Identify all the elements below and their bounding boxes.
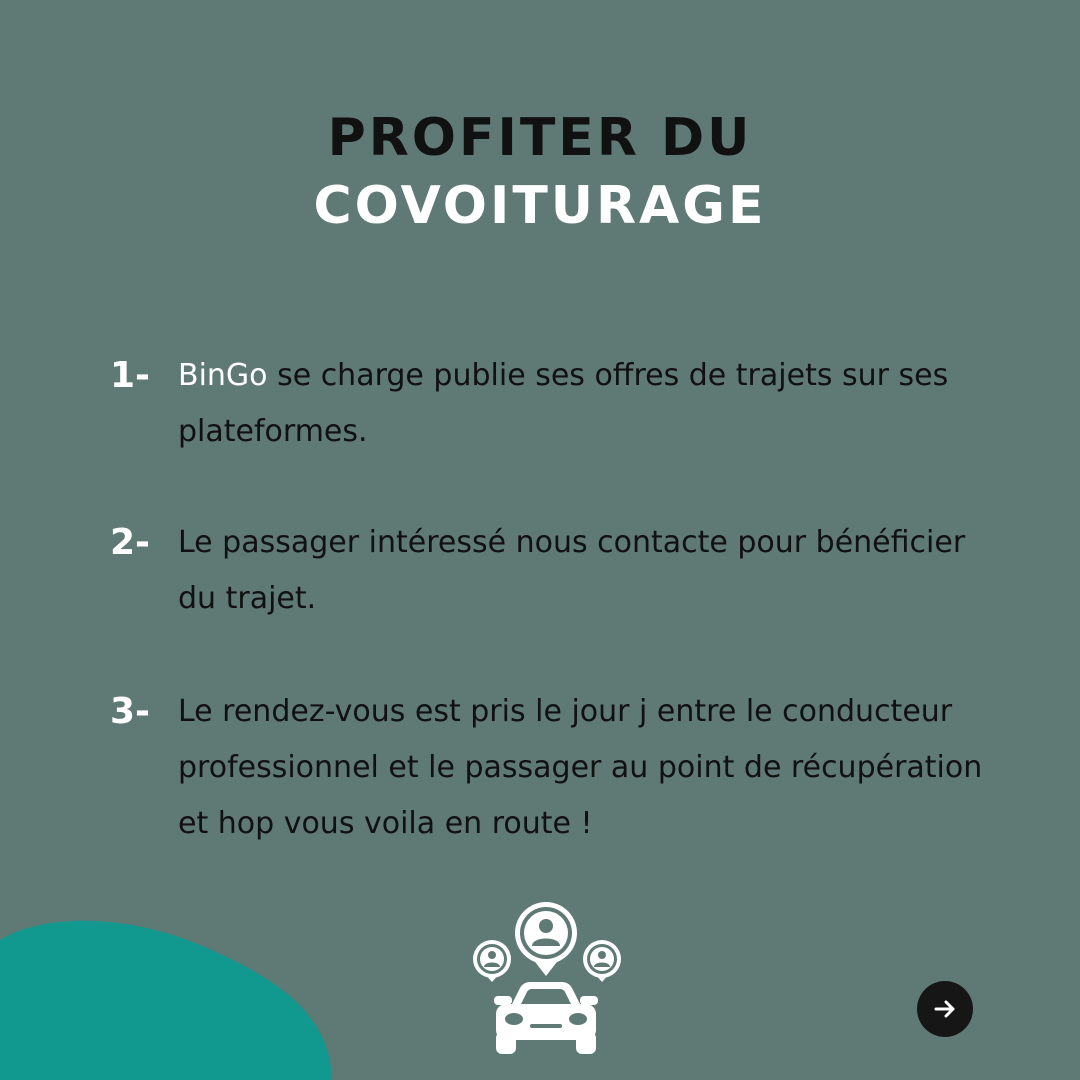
- step-number: 2-: [110, 522, 150, 563]
- step-number: 1-: [110, 355, 150, 396]
- step-text: Le rendez-vous est pris le jour j entre le conducteur professionnel et le passager au point de récupération et hop vous voila en route !: [178, 694, 983, 841]
- step-text: Le passager intéressé nous contacte pour bénéficier du trajet.: [178, 525, 966, 616]
- step-text: [178, 348, 998, 460]
- brand-name: BinGo: [178, 358, 268, 393]
- decorative-blob: [0, 900, 340, 1080]
- next-button[interactable]: [917, 981, 973, 1037]
- arrow-right-icon: [932, 996, 958, 1022]
- carpool-icon: [466, 900, 626, 1060]
- title-line-2: COVOITURAGE: [313, 176, 767, 236]
- step-number: 3-: [110, 691, 150, 732]
- step-text-body: se charge publie ses offres de trajets sur ses plateformes.: [178, 358, 949, 449]
- title-line-1: PROFITER DU: [327, 108, 753, 168]
